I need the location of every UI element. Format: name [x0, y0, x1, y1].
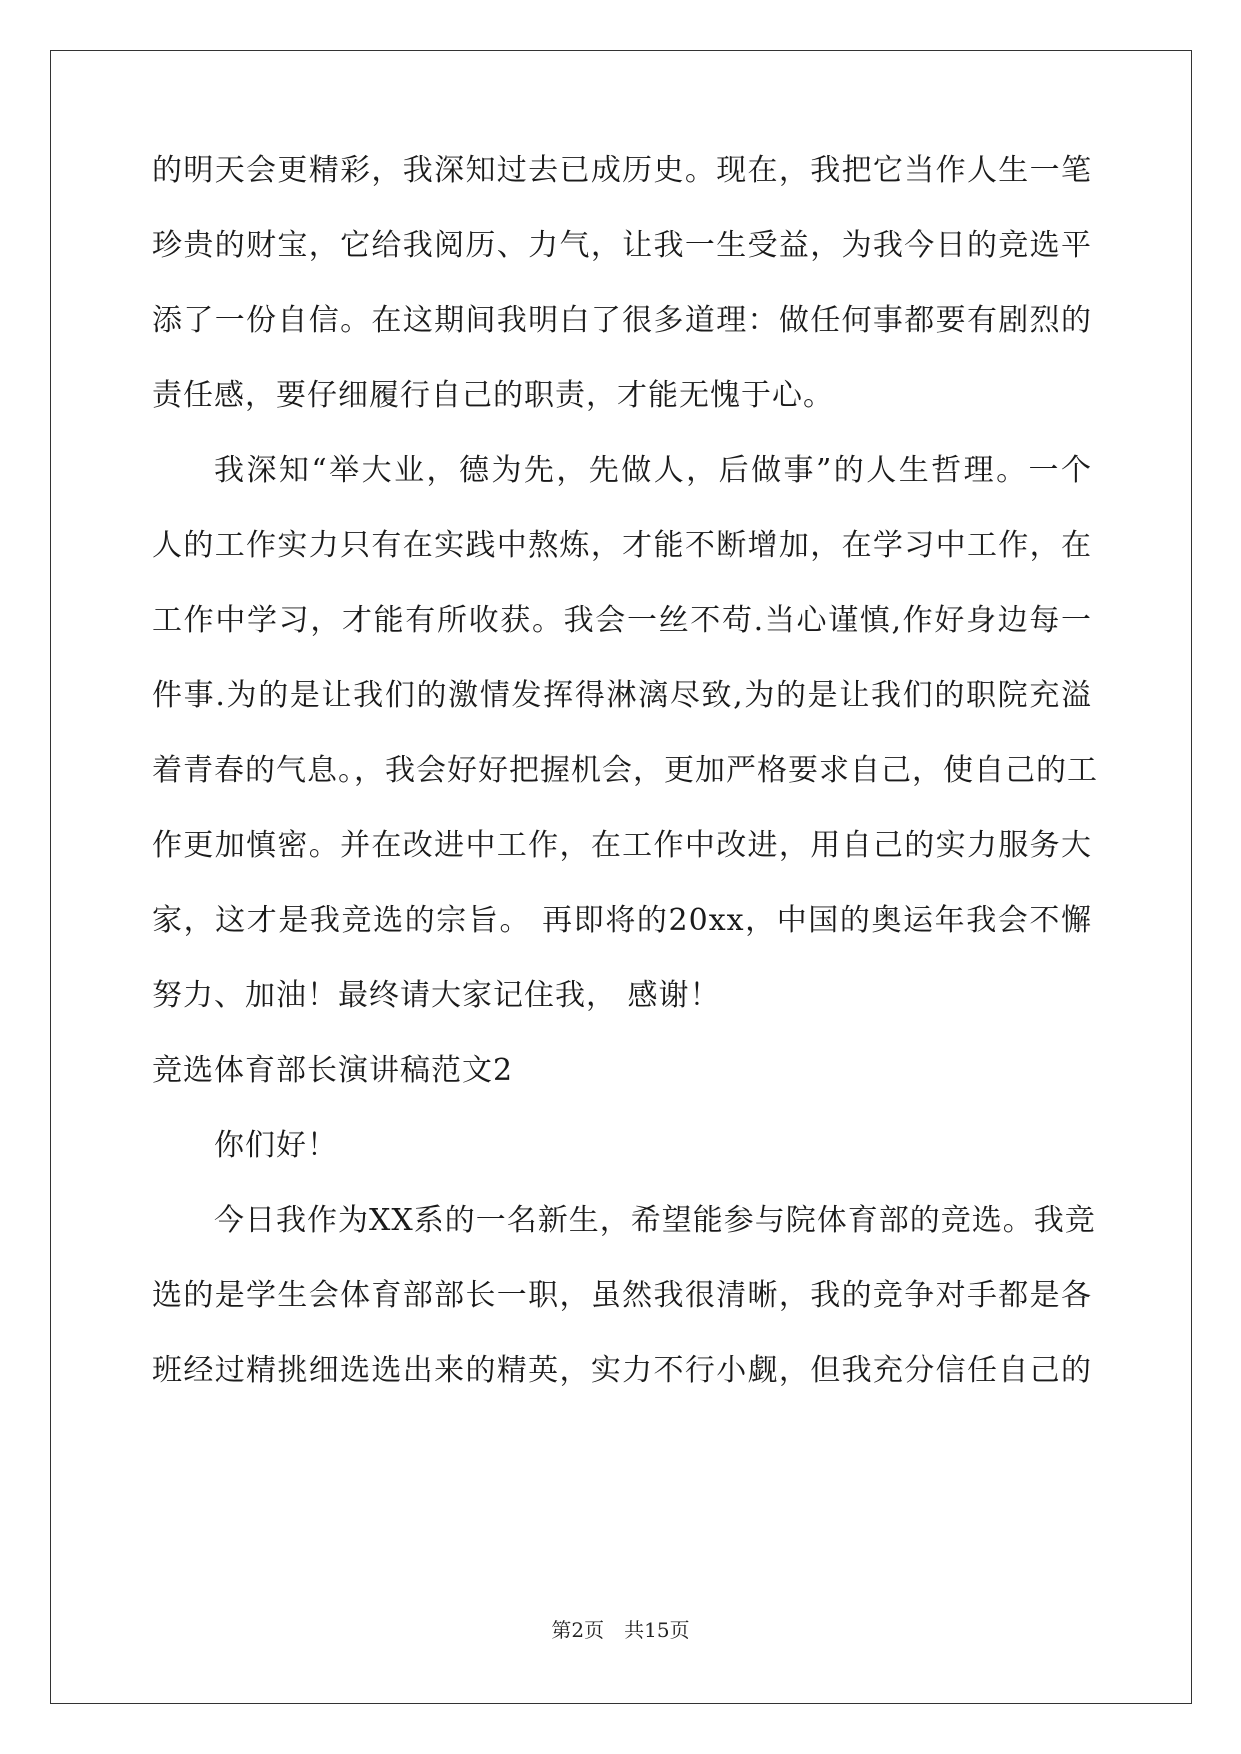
paragraph-line: 件事.为的是让我们的激情发挥得淋漓尽致,为的是让我们的职院充溢 — [152, 678, 1092, 713]
page-border — [50, 50, 1192, 1704]
section-title: 竞选体育部长演讲稿范文2 — [152, 1053, 514, 1088]
paragraph-line: 责任感，要仔细履行自己的职责，才能无愧于心。 — [152, 378, 834, 413]
paragraph-line: 家，这才是我竞选的宗旨。 再即将的20xx，中国的奥运年我会不懈 — [152, 903, 1092, 938]
paragraph-line: 人的工作实力只有在实践中熬炼，才能不断增加，在学习中工作，在 — [152, 528, 1092, 563]
paragraph-line: 努力、加油！最终请大家记住我， 感谢！ — [152, 978, 721, 1013]
paragraph-line: 选的是学生会体育部部长一职，虽然我很清晰，我的竞争对手都是各 — [152, 1278, 1092, 1313]
paragraph-line: 着青春的气息。，我会好好把握机会，更加严格要求自己，使自己的工 — [152, 753, 1098, 788]
paragraph-line: 珍贵的财宝，它给我阅历、力气，让我一生受益，为我今日的竞选平 — [152, 228, 1092, 263]
paragraph-line: 的明天会更精彩，我深知过去已成历史。现在，我把它当作人生一笔 — [152, 153, 1092, 188]
page-number-footer: 第2页 共15页 — [551, 1618, 690, 1642]
paragraph-line: 作更加慎密。并在改进中工作，在工作中改进，用自己的实力服务大 — [152, 828, 1092, 863]
paragraph-line: 添了一份自信。在这期间我明白了很多道理：做任何事都要有剧烈的 — [152, 303, 1092, 338]
greeting: 你们好！ — [214, 1128, 338, 1163]
paragraph-line: 我深知“举大业，德为先，先做人，后做事”的人生哲理。一个 — [214, 453, 1092, 488]
paragraph-line: 班经过精挑细选选出来的精英，实力不行小觑，但我充分信任自己的 — [152, 1353, 1092, 1388]
paragraph-line: 今日我作为XX系的一名新生，希望能参与院体育部的竞选。我竞 — [214, 1203, 1096, 1238]
paragraph-line: 工作中学习，才能有所收获。我会一丝不苟.当心谨慎,作好身边每一 — [152, 603, 1092, 638]
